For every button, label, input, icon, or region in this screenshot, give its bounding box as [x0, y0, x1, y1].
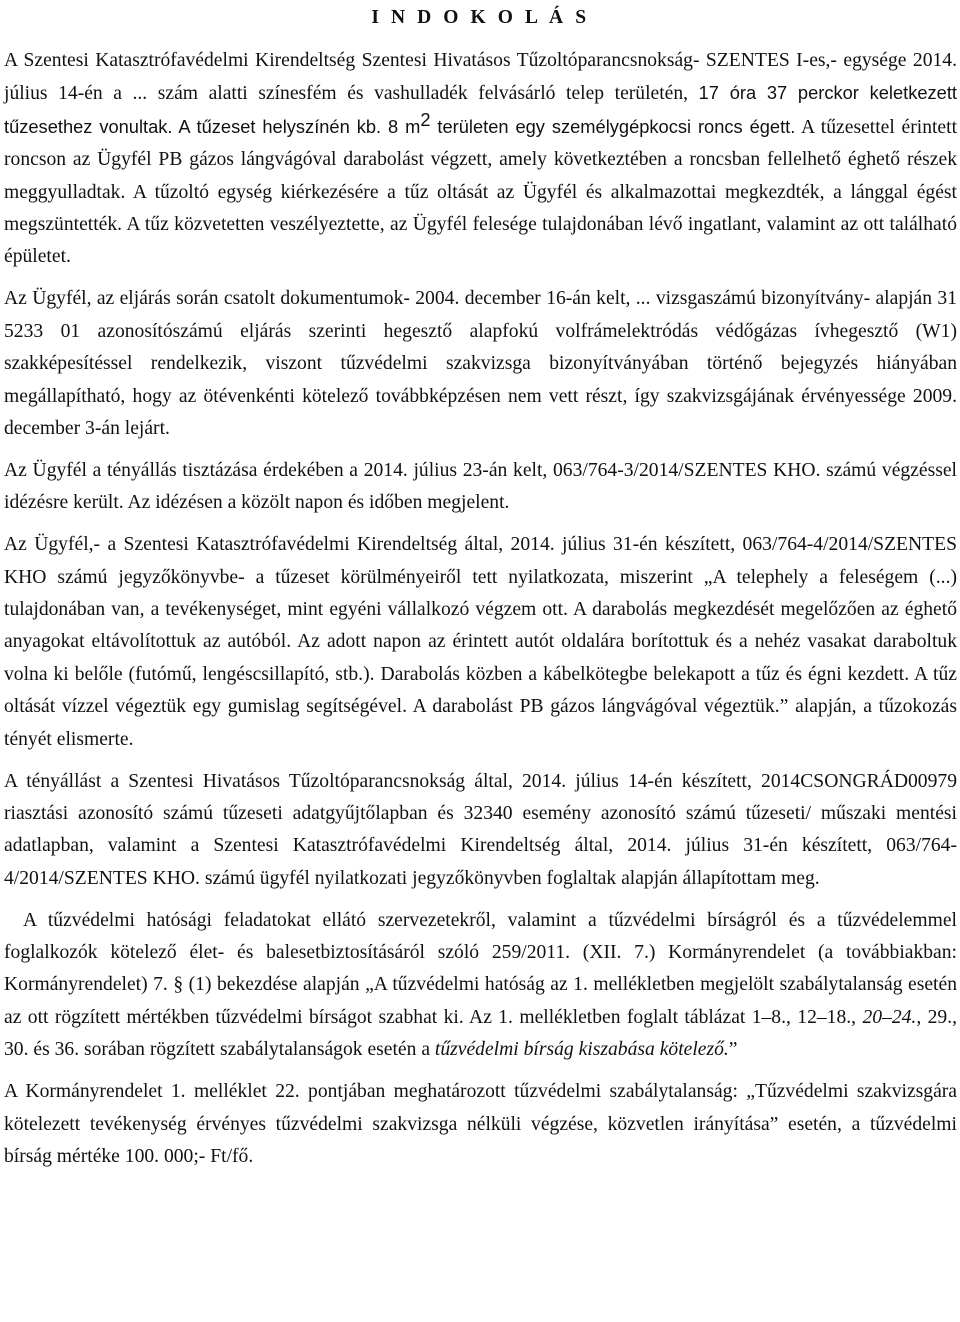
paragraph-fire-event-part-b: 17 óra 37 perckor keletkezett tűzesethez vonultak. A tűzeset helyszínén kb. 8 m [4, 82, 957, 137]
paragraph-certificate: Az Ügyfél, az eljárás során csatolt dokumentumok- 2004. december 16-án kelt, ... vizsgaszámú bizonyítvány- alapján 31 5233 01 azonosítószámú eljárás szerinti hegesztő alapfokú volfrámelektródás védőgázas ívhegesztő (W1) szakképesítéssel rendelkezik, viszont tűzvédelmi szakvizsga bizonyítványában történő bejegyzés hiányában megállapítható, hogy az ötévenkénti kötelező továbbképzésen nem vett részt, így szakvizsgájának érvényessége 2009. december 3-án lejárt. [4, 288, 957, 439]
paragraph-facts: A tényállást a Szentesi Hivatásos Tűzoltóparancsnokság által, 2014. július 14-én készített, 2014CSONGRÁD00979 riasztási azonosító számú tűzeseti adatgyűjtőlapban és 32340 esemény azonosító számú tűzeseti/ műszaki mentési adatlapban, valamint a Szentesi Katasztrófavédelmi Kirendeltség által, 2014. július 31-én készített, 063/764-4/2014/SZENTES KHO. számú ügyfél nyilatkozati jegyzőkönyvben foglaltak alapján állapítottam meg. [4, 770, 957, 889]
paragraph-regulation-part-c: , 29., 30. és 36. sorában rögzített szabálytalanságok esetén a [4, 1006, 957, 1061]
paragraph-summons: Az Ügyfél a tényállás tisztázása érdekében a 2014. július 23-án kelt, 063/764-3/2014/SZENTES KHO. számú végzéssel idézésre került. Az idézésen a közölt napon és időben megjelent. [4, 459, 957, 514]
paragraph-regulation-part-a: A tűzvédelmi hatósági feladatokat ellátó szervezetekről, valamint a tűzvédelmi bírságról és a tűzvédelemmel foglalkozók kötelező élet- és balesetbiztosításáról szóló 259/2011. (XII. 7.) Kormányrendelet (a továbbiakban: Kormányrendelet) 7. § (1) bekezdése alapján „A tűzvédelmi hatóság az 1. mellékletben megjelölt szabálytalanság esetén az ott rögzített mértékben tűzvédelmi bírságot szabhat ki. Az 1. mellékletben foglalt táblázat 1–8., 12–18., [4, 909, 957, 1028]
paragraph-fire-event [4, 45, 957, 274]
document-page [4, 0, 957, 1173]
paragraph-regulation-italic-rows: 20–24. [862, 1006, 917, 1028]
paragraph-fine-amount: A Kormányrendelet 1. melléklet 22. pontjában meghatározott tűzvédelmi szabálytalanság: „Tűzvédelmi szakvizsgára kötelezett tevékenység érvényes tűzvédelmi szakvizsga nélküli végzése, közvetlen irányítása” esetén, a tűzvédelmi bírság mértéke 100. 000;- Ft/fő. [4, 1081, 957, 1167]
paragraph-fire-event-part-c: területen egy személygépkocsi roncs égett. [430, 115, 796, 137]
paragraph-fire-event-part-a: A Szentesi Katasztrófavédelmi Kirendeltség Szentesi Hivatásos Tűzoltóparancsnokság- SZENTES I-es,- egysége 2014. július 14-én a ... szám alatti színesfém és vashulladék felvásárló telep területén, [4, 50, 957, 105]
document-title: I N D O K O L Á S [371, 7, 590, 28]
paragraph-regulation-closing-quote: ” [728, 1039, 738, 1061]
paragraph-statement: Az Ügyfél,- a Szentesi Katasztrófavédelmi Kirendeltség által, 2014. július 31-én készített, 063/764-4/2014/SZENTES KHO számú jegyzőkönyvbe- a tűzeset körülményeiről tett nyilatkozata, miszerint „A telephely a feleségem (...) tulajdonában van, a tevékenységet, mint egyéni vállalkozó végzem ott. A darabolás megkezdését megelőzően az éghető anyagokat eltávolítottuk az autóból. Az adott napon az érintett autót oldalára borítottuk és a nehéz vasakat daraboltuk volna ki belőle (futómű, lengéscsillapító, stb.). Darabolás közben a kábelkötegbe belekapott a tűz és égni kezdett. A tűz oltását vízzel végeztük egy gumislag segítségével. A darabolást PB gázos lángvágóval végeztük.” alapján, a tűzokozás tényét elismerte. [4, 534, 957, 750]
superscript-square: 2 [420, 108, 431, 130]
paragraph-regulation [4, 905, 957, 1067]
paragraph-regulation-italic-mandatory: tűzvédelmi bírság kiszabása kötelező. [434, 1039, 729, 1061]
paragraph-fire-event-part-d: A tűzesettel érintett roncson az Ügyfél PB gázos lángvágóval darabolást végzett, amely következtében a roncsban fellelhető éghető részek meggyulladtak. A tűzoltó egység kiérkezésére a tűz oltását az Ügyfél és alkalmazottai megkezdték, a lánggal égést megszüntették. A tűz közvetetten veszélyeztette, az Ügyfél felesége tulajdonában lévő ingatlant, valamint az ott található épületet. [4, 116, 958, 268]
